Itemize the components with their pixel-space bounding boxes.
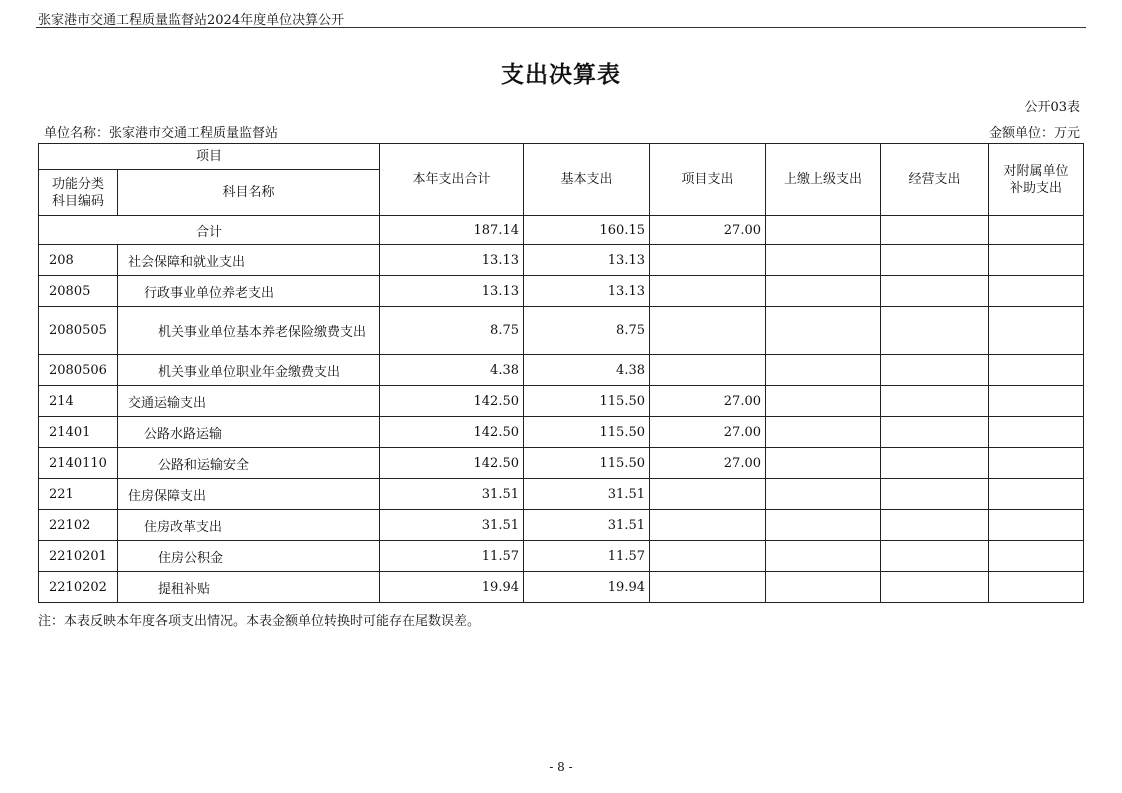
total-cell-subsidy <box>989 216 1084 245</box>
cell-project <box>650 355 766 386</box>
cell-upper <box>766 276 881 307</box>
cell-total: 142.50 <box>380 417 524 448</box>
cell-upper <box>766 541 881 572</box>
header-upper: 上缴上级支出 <box>766 144 881 216</box>
subject-code: 214 <box>39 386 118 417</box>
subject-name: 社会保障和就业支出 <box>118 245 380 276</box>
cell-basic: 4.38 <box>524 355 650 386</box>
cell-subsidy <box>989 386 1084 417</box>
cell-project <box>650 276 766 307</box>
cell-subsidy <box>989 276 1084 307</box>
subject-code: 21401 <box>39 417 118 448</box>
cell-business <box>881 276 989 307</box>
form-number: 公开03表 <box>1024 100 1080 115</box>
cell-business <box>881 355 989 386</box>
table-row <box>39 510 1084 541</box>
cell-business <box>881 541 989 572</box>
cell-basic: 19.94 <box>524 572 650 603</box>
cell-subsidy <box>989 307 1084 355</box>
cell-project <box>650 479 766 510</box>
cell-upper <box>766 386 881 417</box>
cell-subsidy <box>989 541 1084 572</box>
table-body <box>39 216 1084 603</box>
table-row <box>39 386 1084 417</box>
cell-subsidy <box>989 572 1084 603</box>
cell-upper <box>766 355 881 386</box>
header-total: 本年支出合计 <box>380 144 524 216</box>
cell-subsidy <box>989 355 1084 386</box>
cell-basic: 115.50 <box>524 386 650 417</box>
cell-basic: 31.51 <box>524 479 650 510</box>
subject-name: 住房公积金 <box>118 541 380 572</box>
table-row <box>39 417 1084 448</box>
subject-code: 208 <box>39 245 118 276</box>
cell-subsidy <box>989 448 1084 479</box>
cell-basic: 8.75 <box>524 307 650 355</box>
cell-total: 13.13 <box>380 245 524 276</box>
cell-business <box>881 479 989 510</box>
cell-project <box>650 541 766 572</box>
table-row <box>39 541 1084 572</box>
expenditure-table <box>38 143 1084 603</box>
subject-name: 机关事业单位职业年金缴费支出 <box>118 355 380 386</box>
cell-total: 8.75 <box>380 307 524 355</box>
cell-subsidy <box>989 245 1084 276</box>
cell-basic: 13.13 <box>524 276 650 307</box>
cell-business <box>881 510 989 541</box>
cell-upper <box>766 572 881 603</box>
table-row <box>39 479 1084 510</box>
cell-upper <box>766 448 881 479</box>
subject-code: 2080505 <box>39 307 118 355</box>
cell-business <box>881 245 989 276</box>
subject-name: 交通运输支出 <box>118 386 380 417</box>
subject-code: 22102 <box>39 510 118 541</box>
subject-name: 住房保障支出 <box>118 479 380 510</box>
subject-name: 机关事业单位基本养老保险缴费支出 <box>118 307 380 355</box>
cell-total: 142.50 <box>380 448 524 479</box>
subject-name: 住房改革支出 <box>118 510 380 541</box>
table-note: 注：本表反映本年度各项支出情况。本表金额单位转换时可能存在尾数误差。 <box>38 614 481 629</box>
total-cell-upper <box>766 216 881 245</box>
header-business: 经营支出 <box>881 144 989 216</box>
header-divider <box>36 27 1086 28</box>
table-row <box>39 276 1084 307</box>
cell-basic: 115.50 <box>524 417 650 448</box>
cell-total: 4.38 <box>380 355 524 386</box>
table-row <box>39 307 1084 355</box>
cell-total: 11.57 <box>380 541 524 572</box>
cell-upper <box>766 245 881 276</box>
cell-project: 27.00 <box>650 448 766 479</box>
table-row <box>39 245 1084 276</box>
header-project: 项目支出 <box>650 144 766 216</box>
cell-total: 31.51 <box>380 510 524 541</box>
cell-basic: 11.57 <box>524 541 650 572</box>
cell-project: 27.00 <box>650 386 766 417</box>
cell-project <box>650 572 766 603</box>
cell-business <box>881 448 989 479</box>
cell-business <box>881 572 989 603</box>
cell-project: 27.00 <box>650 417 766 448</box>
subject-name: 行政事业单位养老支出 <box>118 276 380 307</box>
cell-total: 13.13 <box>380 276 524 307</box>
cell-subsidy <box>989 510 1084 541</box>
cell-upper <box>766 417 881 448</box>
page-title: 支出决算表 <box>501 62 621 88</box>
amount-unit: 金额单位：万元 <box>988 126 1080 141</box>
cell-subsidy <box>989 417 1084 448</box>
header-code: 功能分类 科目编码 <box>39 170 118 216</box>
subject-name: 公路和运输安全 <box>118 448 380 479</box>
cell-business <box>881 386 989 417</box>
cell-total: 142.50 <box>380 386 524 417</box>
subject-code: 221 <box>39 479 118 510</box>
subject-code: 2210202 <box>39 572 118 603</box>
subject-code: 20805 <box>39 276 118 307</box>
subject-code: 2080506 <box>39 355 118 386</box>
cell-business <box>881 417 989 448</box>
header-item: 项目 <box>39 144 380 170</box>
cell-project <box>650 510 766 541</box>
total-cell-project: 27.00 <box>650 216 766 245</box>
cell-basic: 13.13 <box>524 245 650 276</box>
header-subsidy: 对附属单位 补助支出 <box>989 144 1084 216</box>
header-basic: 基本支出 <box>524 144 650 216</box>
total-row <box>39 216 1084 245</box>
total-label: 合计 <box>39 216 380 245</box>
total-cell-total: 187.14 <box>380 216 524 245</box>
subject-name: 提租补贴 <box>118 572 380 603</box>
cell-subsidy <box>989 479 1084 510</box>
cell-business <box>881 307 989 355</box>
cell-upper <box>766 307 881 355</box>
header-subject: 科目名称 <box>118 170 380 216</box>
cell-upper <box>766 510 881 541</box>
cell-upper <box>766 479 881 510</box>
cell-project <box>650 245 766 276</box>
cell-project <box>650 307 766 355</box>
unit-name: 单位名称：张家港市交通工程质量监督站 <box>44 126 279 141</box>
table-row <box>39 355 1084 386</box>
cell-total: 19.94 <box>380 572 524 603</box>
subject-name: 公路水路运输 <box>118 417 380 448</box>
subject-code: 2140110 <box>39 448 118 479</box>
total-cell-basic: 160.15 <box>524 216 650 245</box>
cell-basic: 115.50 <box>524 448 650 479</box>
cell-basic: 31.51 <box>524 510 650 541</box>
table-row <box>39 572 1084 603</box>
subject-code: 2210201 <box>39 541 118 572</box>
cell-total: 31.51 <box>380 479 524 510</box>
table-row <box>39 448 1084 479</box>
page-number: - 8 - <box>549 760 573 774</box>
total-cell-business <box>881 216 989 245</box>
running-header: 张家港市交通工程质量监督站2024年度单位决算公开 <box>38 13 345 28</box>
